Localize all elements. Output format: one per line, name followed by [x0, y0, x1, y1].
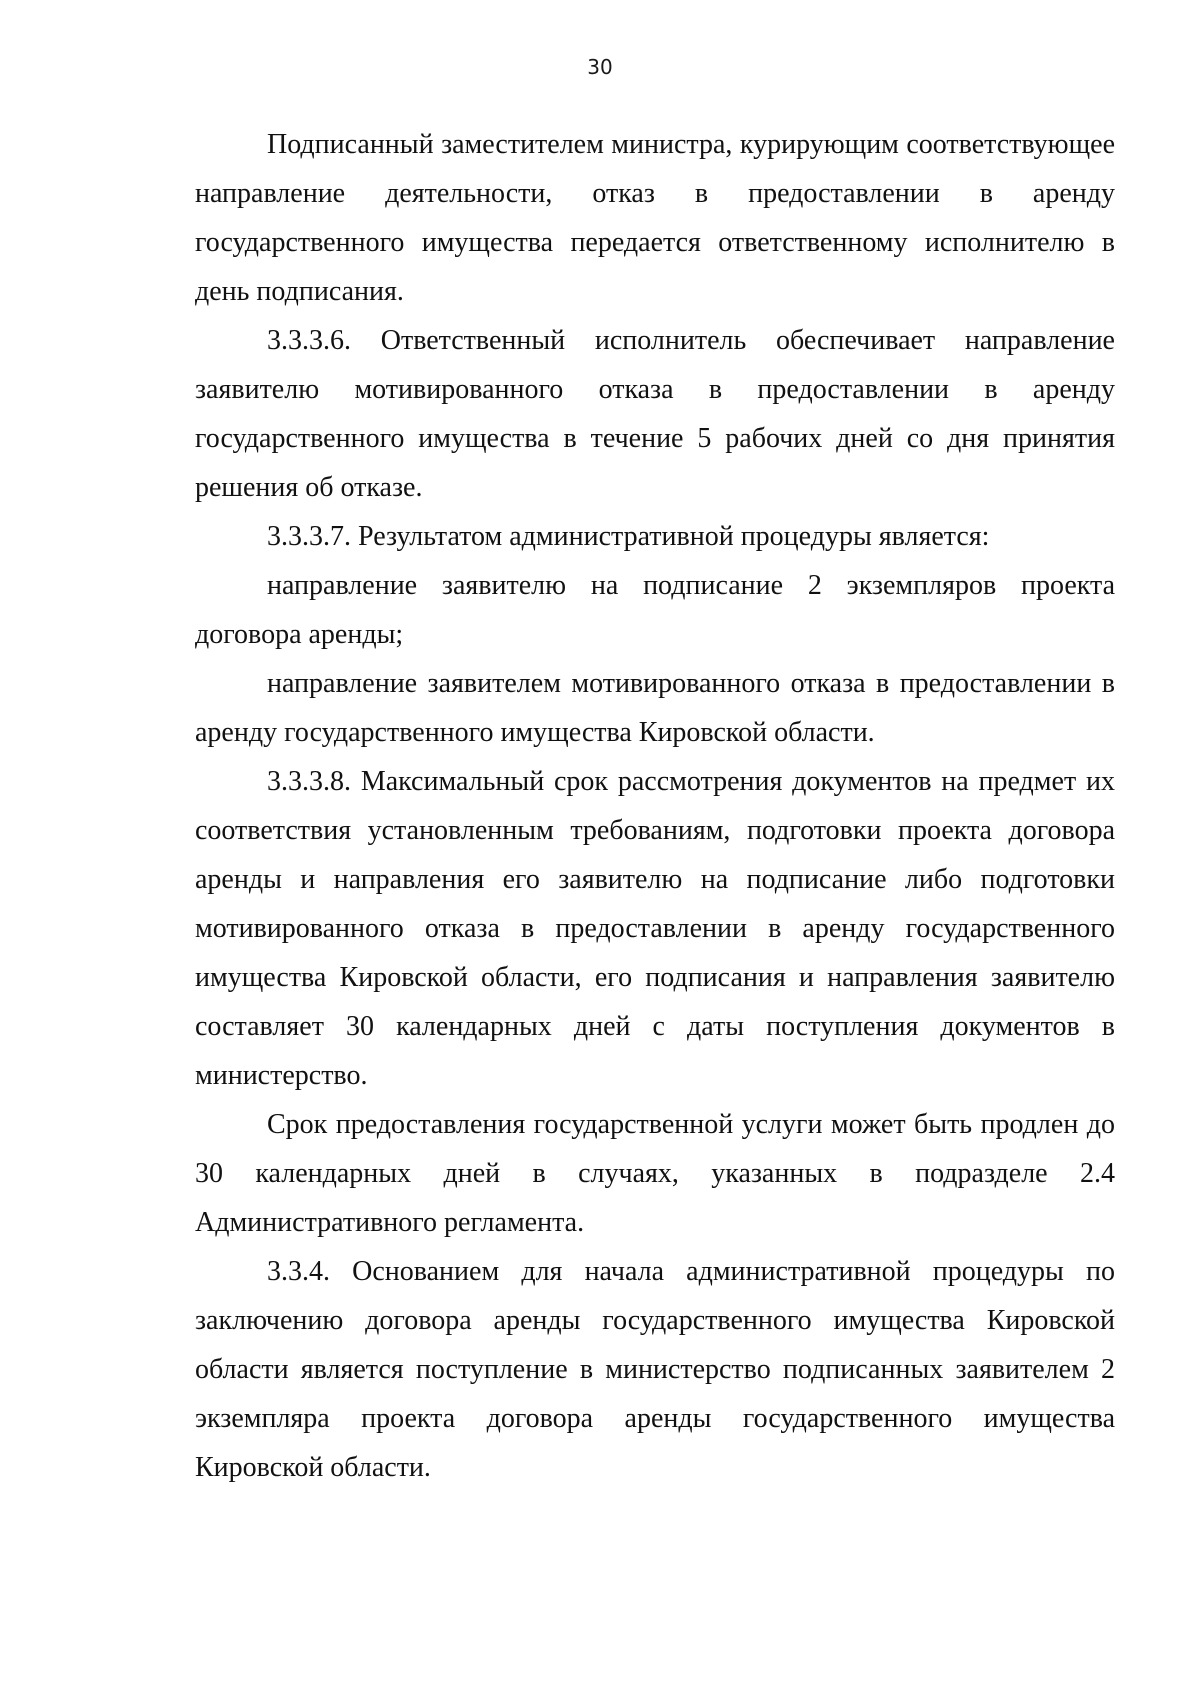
paragraph-refusal-transfer: Подписанный заместителем министра, курирующим соответствующее направление деятельности, отказ в предоставлении в аренду государственного имущества передается ответственному исполнителю в день подписания. — [195, 129, 1115, 307]
paragraph-term-extension: Срок предоставления государственной услуги может быть продлен до 30 календарных дней в случаях, указанных в подразделе 2.4 Административного регламента. — [195, 1109, 1115, 1238]
paragraph-3-3-4: 3.3.4. Основанием для начала административной процедуры по заключению договора аренды государственного имущества Кировской области является поступление в министерство подписанных заявителем 2 экземпляра проекта договора аренды государственного имущества Кировской области. — [195, 1256, 1115, 1483]
document-body — [195, 120, 1115, 1492]
page-number: 30 — [587, 55, 613, 79]
paragraph-result-item-2: направление заявителем мотивированного отказа в предоставлении в аренду государственного имущества Кировской области. — [195, 668, 1115, 748]
paragraph-3-3-3-7: 3.3.3.7. Результатом административной процедуры является: — [267, 521, 990, 552]
paragraph-3-3-3-8: 3.3.3.8. Максимальный срок рассмотрения документов на предмет их соответствия установленным требованиям, подготовки проекта договора аренды и направления его заявителю на подписание либо подготовки мотивированного отказа в предоставлении в аренду государственного имущества Кировской области, его подписания и направления заявителю составляет 30 календарных дней с даты поступления документов в министерство. — [195, 766, 1115, 1091]
paragraph-result-item-1: направление заявителю на подписание 2 экземпляров проекта договора аренды; — [195, 570, 1115, 650]
paragraph-3-3-3-6: 3.3.3.6. Ответственный исполнитель обеспечивает направление заявителю мотивированного отказа в предоставлении в аренду государственного имущества в течение 5 рабочих дней со дня принятия решения об отказе. — [195, 325, 1115, 503]
